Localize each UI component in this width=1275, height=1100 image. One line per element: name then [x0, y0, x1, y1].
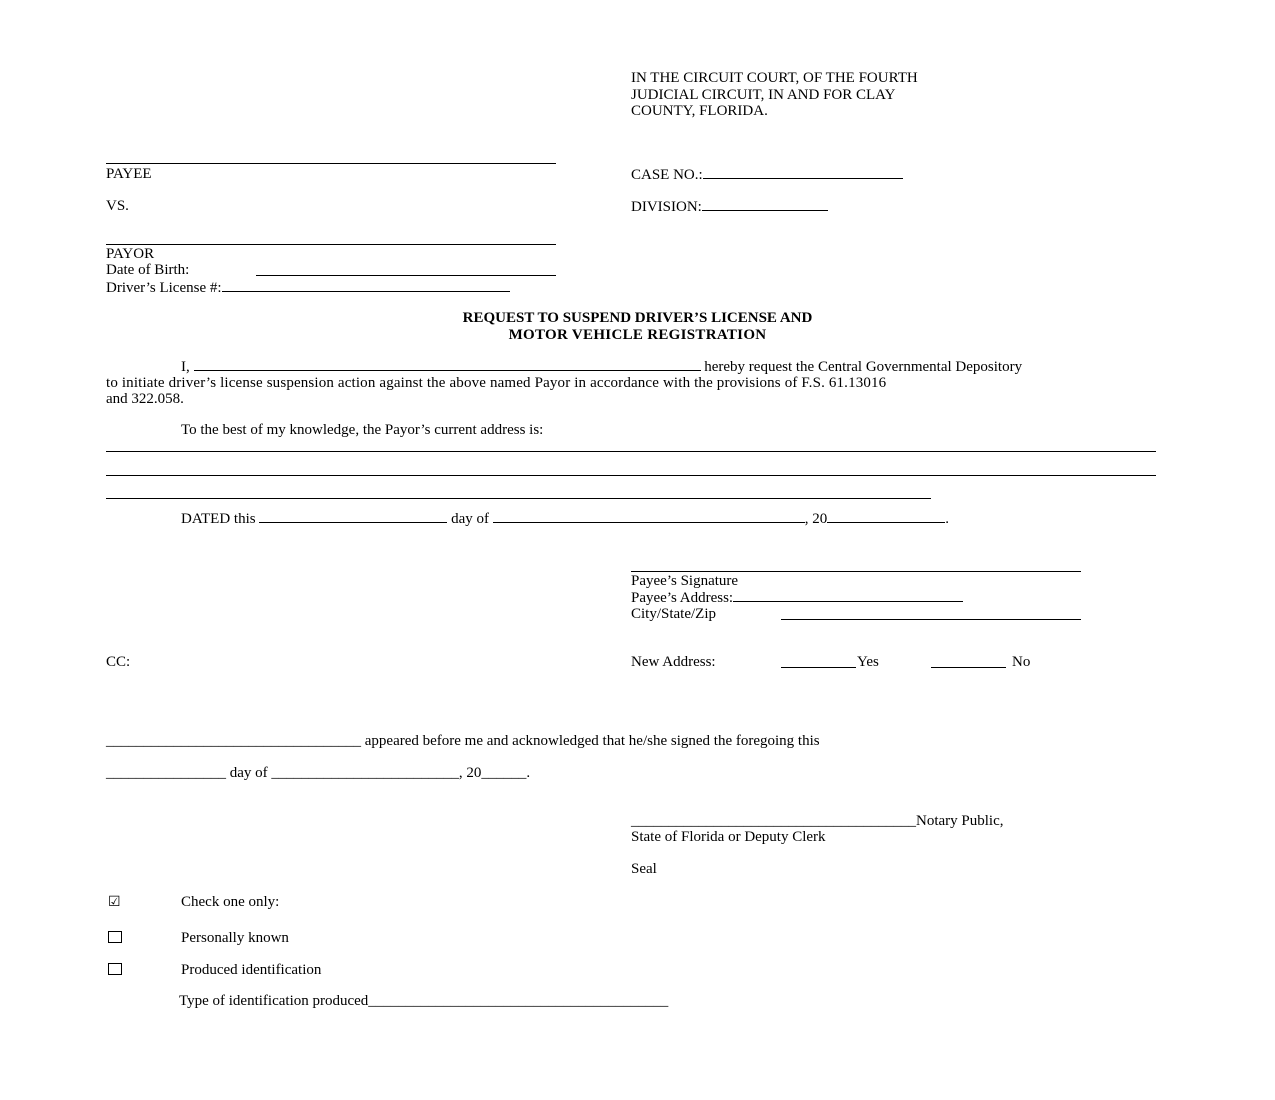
license-row — [106, 279, 510, 297]
title-line-2: MOTOR VEHICLE REGISTRATION — [508, 327, 767, 343]
personally-known-label: Personally known — [181, 930, 289, 946]
court-line-1: IN THE CIRCUIT COURT, OF THE FOURTH — [631, 70, 918, 86]
payee-address-label: Payee’s Address: — [631, 590, 734, 606]
payor-label: PAYOR — [106, 246, 155, 262]
case-no-field[interactable] — [703, 166, 903, 179]
produced-id-label: Produced identification — [181, 962, 322, 978]
dated-period: . — [945, 511, 949, 527]
division-label: DIVISION: — [631, 199, 702, 215]
requester-name-field[interactable] — [194, 358, 701, 371]
state-deputy-line: State of Florida or Deputy Clerk — [631, 829, 826, 845]
dated-year-field[interactable] — [827, 510, 945, 523]
address-intro: To the best of my knowledge, the Payor’s current address is: — [181, 422, 544, 438]
para1-line-2: to initiate driver’s license suspension action against the above named Payor in accordance with the provisions of F.S. 61.13016 — [106, 375, 887, 391]
license-label: Driver’s License #: — [106, 280, 222, 296]
address-line-2[interactable] — [106, 475, 1156, 476]
case-no-label: CASE NO.: — [631, 167, 703, 183]
payee-signature-label: Payee’s Signature — [631, 573, 739, 589]
city-state-zip-label: City/State/Zip — [631, 606, 716, 622]
check-one-label: Check one only: — [181, 894, 280, 910]
para1-end: hereby request the Central Governmental Depository — [704, 359, 1023, 375]
court-line-2: JUDICIAL CIRCUIT, IN AND FOR CLAY — [631, 87, 896, 103]
division — [631, 198, 828, 216]
payee-signature-line[interactable] — [631, 571, 1081, 572]
appeared-line: __________________________________ appeared before me and acknowledged that he/she signed the foregoing this — [106, 733, 820, 749]
payee-name-line[interactable] — [106, 163, 556, 164]
dated-day-field[interactable] — [259, 510, 447, 523]
title-line-1: REQUEST TO SUSPEND DRIVER’S LICENSE AND — [462, 310, 813, 326]
day-of-label: day of — [451, 511, 489, 527]
division-field[interactable] — [702, 198, 828, 211]
checked-box-icon[interactable]: ☑ — [108, 895, 121, 910]
address-line-3[interactable] — [106, 498, 931, 499]
dob-label: Date of Birth: — [106, 262, 190, 278]
dated-label: DATED this — [181, 511, 256, 527]
address-line-1[interactable] — [106, 451, 1156, 452]
court-line-3: COUNTY, FLORIDA. — [631, 103, 768, 119]
payee-address-row — [631, 589, 963, 607]
year-prefix: , 20 — [804, 511, 828, 527]
new-address-no-field[interactable] — [931, 667, 1006, 668]
yes-label: Yes — [857, 654, 879, 670]
new-address-label: New Address: — [631, 654, 716, 670]
vs-label: VS. — [106, 198, 129, 214]
new-address-yes-field[interactable] — [781, 667, 856, 668]
dob-field[interactable] — [256, 275, 556, 276]
notary-public-line: ______________________________________Notary Public, — [631, 813, 1004, 829]
dated-row — [181, 510, 949, 528]
payee-address-field[interactable] — [733, 589, 963, 602]
para1-line-3: and 322.058. — [106, 391, 184, 407]
para1-start: I, — [181, 359, 190, 375]
dated-month-field[interactable] — [493, 510, 805, 523]
cc-label: CC: — [106, 654, 131, 670]
payee-label: PAYEE — [106, 166, 152, 182]
city-state-zip-field[interactable] — [781, 619, 1081, 620]
produced-id-checkbox[interactable] — [108, 963, 122, 975]
no-label: No — [1012, 654, 1031, 670]
type-of-id-line: Type of identification produced________________________________________ — [179, 993, 669, 1009]
personally-known-checkbox[interactable] — [108, 931, 122, 943]
seal-label: Seal — [631, 861, 657, 877]
notary-day-line: ________________ day of _________________________, 20______. — [106, 765, 531, 781]
case-no — [631, 166, 903, 184]
payor-name-line[interactable] — [106, 244, 556, 245]
license-field[interactable] — [222, 279, 510, 292]
para1-first-line — [181, 358, 1022, 376]
